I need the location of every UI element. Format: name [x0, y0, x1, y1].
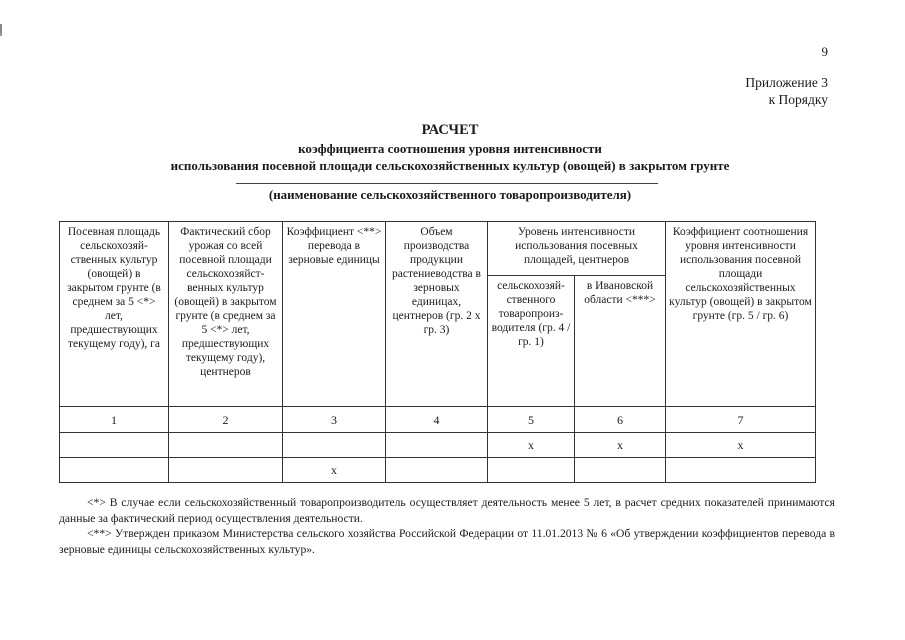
appendix-reference: [600, 74, 828, 108]
column-number: 7: [666, 407, 816, 433]
producer-name-caption: (наименование сельскохозяйственного товаропроизводителя): [268, 187, 632, 202]
title-line-2: коэффициента соотношения уровня интенсивности: [298, 141, 602, 156]
table-cell: x: [283, 458, 386, 483]
table-cell[interactable]: [169, 433, 283, 458]
column-number: 1: [60, 407, 169, 433]
title-line-3: использования посевной площади сельскохозяйственных культур (овощей) в закрытом грунте: [170, 158, 730, 173]
calculation-table: [59, 221, 816, 483]
table-cell[interactable]: [386, 433, 488, 458]
appendix-line-1: Приложение 3: [745, 75, 828, 90]
header-production-volume: Объем производства продукции растениеводства в зерновых единицах, центнеров (гр. 2 x гр. 3): [386, 222, 488, 407]
footnote-2: <**> Утвержден приказом Министерства сельского хозяйства Российской Федерации от 11.01.2013 № 6 «Об утверждении коэффициентов перевода в зерновые единицы сельскохозяйственных культур».: [59, 527, 835, 556]
table-cell[interactable]: [575, 458, 666, 483]
header-sown-area: Посевная площадь сельскохозяй-ственных культур (овощей) в закрытом грунте (в среднем за 5 <*> лет, предшествующих текущему году), га: [60, 222, 169, 407]
footnote-1: <*> В случае если сельскохозяйственный товаропроизводитель осуществляет деятельность менее 5 лет, в расчет средних показателей принимаются данные за фактический период осуществления деятельности.: [59, 496, 835, 525]
table-cell[interactable]: [666, 458, 816, 483]
column-number-row: [60, 407, 816, 433]
header-actual-harvest: Фактический сбор урожая со всей посевной площади сельскохозяйст-венных культур (овощей) в закрытом грунте (в среднем за 5 <*> лет, предшествующих текущему году), центнеров: [169, 222, 283, 407]
table-cell[interactable]: [60, 433, 169, 458]
header-region-intensity: в Ивановской области <***>: [575, 276, 666, 407]
producer-name-field-line[interactable]: [236, 183, 658, 184]
column-number: 3: [283, 407, 386, 433]
table-cell[interactable]: [488, 458, 575, 483]
table-cell[interactable]: [169, 458, 283, 483]
header-intensity-level-group: Уровень интенсивности использования посевных площадей, центнеров: [488, 222, 666, 276]
table-cell: x: [488, 433, 575, 458]
title-main: РАСЧЕТ: [421, 122, 479, 138]
table-row: [60, 433, 816, 458]
column-number: 2: [169, 407, 283, 433]
header-ratio-coefficient: Коэффициент соотношения уровня интенсивности использования посевной площади сельскохозяйственных культур (овощей) в закрытом грунте (гр. 5 / гр. 6): [666, 222, 816, 407]
table-cell[interactable]: [283, 433, 386, 458]
appendix-line-2: к Порядку: [768, 92, 828, 107]
document-title: [60, 121, 840, 174]
header-producer-intensity: сельскохозяй-ственного товаропроиз-водителя (гр. 4 / гр. 1): [488, 276, 575, 407]
column-number: 6: [575, 407, 666, 433]
table-cell: x: [666, 433, 816, 458]
scan-edge-mark: [0, 33, 2, 36]
table-cell[interactable]: [386, 458, 488, 483]
page-number: 9: [821, 44, 828, 59]
column-number: 5: [488, 407, 575, 433]
column-number: 4: [386, 407, 488, 433]
footnotes: [59, 495, 835, 557]
table-cell: x: [575, 433, 666, 458]
table-row: [60, 458, 816, 483]
table-cell[interactable]: [60, 458, 169, 483]
header-grain-unit-coefficient: Коэффициент <**> перевода в зерновые единицы: [283, 222, 386, 407]
